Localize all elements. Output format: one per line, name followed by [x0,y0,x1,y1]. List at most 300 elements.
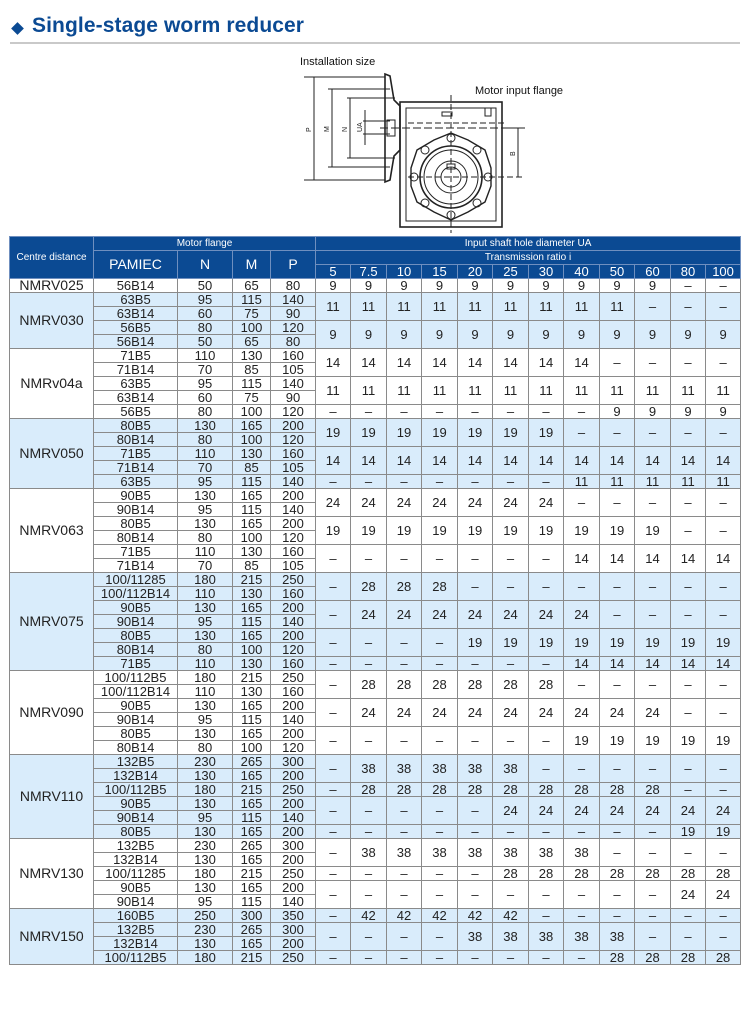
ua-diameter-cell: 9 [671,405,706,419]
n-cell: 180 [178,573,233,587]
ua-diameter-cell: 14 [564,447,600,475]
table-row [10,923,741,937]
ua-diameter-cell: 28 [671,867,706,881]
ua-diameter-cell: 38 [458,839,493,867]
pamiec-cell: 63B5 [94,377,178,391]
ua-diameter-cell: 14 [458,447,493,475]
header-input-shaft: Input shaft hole diameter UA [316,237,741,251]
ua-diameter-cell: 19 [706,629,741,657]
centre-distance-cell: NMRV030 [10,293,94,349]
ua-diameter-cell: 19 [387,419,422,447]
ua-diameter-cell: 14 [493,349,529,377]
m-cell: 100 [233,531,271,545]
header-ratio: 15 [422,265,458,279]
svg-text:B: B [510,151,517,156]
pamiec-cell: 90B5 [94,699,178,713]
ua-diameter-cell: – [564,405,600,419]
header-n: N [178,251,233,279]
ua-diameter-cell: – [529,881,564,909]
table-row [10,909,741,923]
ua-diameter-cell: 9 [635,279,671,293]
table-row [10,517,741,531]
ua-diameter-cell: 9 [422,321,458,349]
ua-diameter-cell: – [458,475,493,489]
ua-diameter-cell: 28 [529,783,564,797]
ua-diameter-cell: 14 [635,657,671,671]
ua-diameter-cell: 24 [351,601,387,629]
ua-diameter-cell: – [564,573,600,601]
ua-diameter-cell: 28 [387,573,422,601]
ua-diameter-cell: – [458,881,493,909]
ua-diameter-cell: 19 [671,727,706,755]
p-cell: 105 [271,461,316,475]
p-cell: 160 [271,657,316,671]
ua-diameter-cell: – [493,951,529,965]
p-cell: 120 [271,405,316,419]
n-cell: 60 [178,307,233,321]
ua-diameter-cell: 19 [387,517,422,545]
ua-diameter-cell: 19 [635,517,671,545]
ua-diameter-cell: 14 [316,349,351,377]
n-cell: 110 [178,349,233,363]
ua-diameter-cell: 19 [493,517,529,545]
m-cell: 85 [233,363,271,377]
ua-diameter-cell: 19 [635,629,671,657]
p-cell: 250 [271,671,316,685]
n-cell: 60 [178,391,233,405]
ua-diameter-cell: – [600,573,635,601]
p-cell: 200 [271,769,316,783]
motor-input-flange-label: Motor input flange [475,85,564,97]
ua-diameter-cell: – [316,909,351,923]
ua-diameter-cell: 19 [458,517,493,545]
table-row [10,783,741,797]
ua-diameter-cell: 11 [635,377,671,405]
ua-diameter-cell: – [316,951,351,965]
ua-diameter-cell: 38 [564,923,600,951]
pamiec-cell: 90B14 [94,895,178,909]
m-cell: 130 [233,685,271,699]
pamiec-cell: 80B14 [94,643,178,657]
ua-diameter-cell: – [316,923,351,951]
ua-diameter-cell: – [422,867,458,881]
table-row [10,699,741,713]
ua-diameter-cell: – [564,419,600,447]
p-cell: 120 [271,321,316,335]
ua-diameter-cell: – [529,755,564,783]
pamiec-cell: 90B5 [94,489,178,503]
ua-diameter-cell: 14 [600,447,635,475]
centre-distance-cell: NMRV150 [10,909,94,965]
ua-diameter-cell: – [316,629,351,657]
table-row [10,727,741,741]
header-ratio: 5 [316,265,351,279]
ua-diameter-cell: – [351,545,387,573]
pamiec-cell: 63B14 [94,391,178,405]
ua-diameter-cell: 38 [351,755,387,783]
ua-diameter-cell: – [564,671,600,699]
ua-diameter-cell: 9 [458,321,493,349]
p-cell: 300 [271,839,316,853]
ua-diameter-cell: 19 [351,517,387,545]
ua-diameter-cell: – [422,475,458,489]
ua-diameter-cell: – [316,867,351,881]
n-cell: 110 [178,447,233,461]
ua-diameter-cell: 11 [316,377,351,405]
m-cell: 215 [233,671,271,685]
pamiec-cell: 132B5 [94,839,178,853]
ua-diameter-cell: 9 [671,321,706,349]
ua-diameter-cell: 9 [529,279,564,293]
m-cell: 130 [233,657,271,671]
ua-diameter-cell: 11 [493,293,529,321]
m-cell: 115 [233,811,271,825]
p-cell: 160 [271,545,316,559]
ua-diameter-cell: 38 [493,755,529,783]
ua-diameter-cell: – [564,909,600,923]
p-cell: 300 [271,755,316,769]
ua-diameter-cell: 19 [493,419,529,447]
ua-diameter-cell: – [600,489,635,517]
ua-diameter-cell: 9 [458,279,493,293]
ua-diameter-cell: 28 [600,951,635,965]
n-cell: 80 [178,405,233,419]
pamiec-cell: 80B14 [94,741,178,755]
n-cell: 130 [178,825,233,839]
ua-diameter-cell: 19 [564,517,600,545]
ua-diameter-cell: 24 [529,797,564,825]
ua-diameter-cell: – [671,671,706,699]
m-cell: 100 [233,741,271,755]
ua-diameter-cell: 28 [600,783,635,797]
ua-diameter-cell: – [671,909,706,923]
ua-diameter-cell: 38 [422,755,458,783]
ua-diameter-cell: – [564,881,600,909]
ua-diameter-cell: – [635,881,671,909]
table-row [10,377,741,391]
ua-diameter-cell: 14 [493,447,529,475]
pamiec-cell: 71B14 [94,559,178,573]
ua-diameter-cell: 24 [493,797,529,825]
ua-diameter-cell: – [316,727,351,755]
ua-diameter-cell: 11 [422,293,458,321]
ua-diameter-cell: – [351,727,387,755]
header-m: M [233,251,271,279]
svg-text:M: M [324,126,331,132]
ua-diameter-cell: – [316,545,351,573]
p-cell: 200 [271,937,316,951]
n-cell: 130 [178,601,233,615]
p-cell: 200 [271,825,316,839]
p-cell: 200 [271,419,316,433]
ua-diameter-cell: – [635,573,671,601]
ua-diameter-cell: 24 [529,699,564,727]
m-cell: 115 [233,713,271,727]
header-ratio: 25 [493,265,529,279]
m-cell: 130 [233,587,271,601]
ua-diameter-cell: 28 [635,867,671,881]
ua-diameter-cell: 14 [351,349,387,377]
pamiec-cell: 132B14 [94,937,178,951]
m-cell: 100 [233,321,271,335]
ua-diameter-cell: 14 [706,545,741,573]
ua-diameter-cell: 24 [422,489,458,517]
header-transmission-ratio: Transmission ratio i [316,251,741,265]
ua-diameter-cell: – [351,797,387,825]
m-cell: 75 [233,307,271,321]
pamiec-cell: 80B5 [94,629,178,643]
p-cell: 120 [271,643,316,657]
ua-diameter-cell: 28 [706,867,741,881]
table-row [10,349,741,363]
diamond-bullet-icon [11,22,24,35]
ua-diameter-cell: – [316,797,351,825]
ua-diameter-cell: 28 [564,783,600,797]
ua-diameter-cell: – [706,601,741,629]
pamiec-cell: 71B5 [94,447,178,461]
ua-diameter-cell: 9 [564,279,600,293]
ua-diameter-cell: – [316,783,351,797]
ua-diameter-cell: – [351,867,387,881]
ua-diameter-cell: – [635,755,671,783]
n-cell: 80 [178,741,233,755]
ua-diameter-cell: – [422,951,458,965]
pamiec-cell: 80B5 [94,517,178,531]
m-cell: 115 [233,895,271,909]
p-cell: 140 [271,615,316,629]
p-cell: 80 [271,335,316,349]
ua-diameter-cell: – [387,405,422,419]
ua-diameter-cell: 14 [351,447,387,475]
n-cell: 80 [178,531,233,545]
header-motor-flange: Motor flange [94,237,316,251]
ua-diameter-cell: 11 [600,475,635,489]
ua-diameter-cell: 14 [671,657,706,671]
header-pamiec: PAMIEC [94,251,178,279]
ua-diameter-cell: 38 [458,755,493,783]
ua-diameter-cell: 11 [458,293,493,321]
ua-diameter-cell: – [351,951,387,965]
centre-distance-cell: NMRv04a [10,349,94,419]
ua-diameter-cell: – [706,517,741,545]
ua-diameter-cell: 24 [387,699,422,727]
ua-diameter-cell: – [635,671,671,699]
ua-diameter-cell: 24 [458,601,493,629]
ua-diameter-cell: 19 [493,629,529,657]
header-ratio: 100 [706,265,741,279]
ua-diameter-cell: 24 [493,601,529,629]
m-cell: 165 [233,489,271,503]
m-cell: 165 [233,727,271,741]
ua-diameter-cell: – [671,601,706,629]
ua-diameter-cell: – [316,825,351,839]
n-cell: 130 [178,853,233,867]
p-cell: 90 [271,391,316,405]
m-cell: 85 [233,461,271,475]
ua-diameter-cell: – [706,489,741,517]
n-cell: 130 [178,419,233,433]
p-cell: 200 [271,517,316,531]
p-cell: 90 [271,307,316,321]
pamiec-cell: 90B5 [94,601,178,615]
n-cell: 180 [178,783,233,797]
ua-diameter-cell: 28 [671,951,706,965]
pamiec-cell: 100/11285 [94,867,178,881]
p-cell: 140 [271,377,316,391]
p-cell: 140 [271,475,316,489]
header-ratio: 10 [387,265,422,279]
n-cell: 70 [178,363,233,377]
ua-diameter-cell: – [387,951,422,965]
pamiec-cell: 90B14 [94,615,178,629]
m-cell: 75 [233,391,271,405]
ua-diameter-cell: – [316,881,351,909]
pamiec-cell: 90B5 [94,881,178,895]
ua-diameter-cell: 38 [493,839,529,867]
ua-diameter-cell: 24 [458,699,493,727]
table-row [10,601,741,615]
ua-diameter-cell: 14 [529,349,564,377]
n-cell: 180 [178,671,233,685]
ua-diameter-cell: 11 [564,475,600,489]
pamiec-cell: 100/112B5 [94,783,178,797]
ua-diameter-cell: 28 [458,671,493,699]
pamiec-cell: 90B14 [94,503,178,517]
ua-diameter-cell: – [387,727,422,755]
n-cell: 180 [178,867,233,881]
ua-diameter-cell: 42 [493,909,529,923]
ua-diameter-cell: 14 [422,447,458,475]
ua-diameter-cell: 28 [600,867,635,881]
m-cell: 130 [233,349,271,363]
ua-diameter-cell: – [493,545,529,573]
ua-diameter-cell: 28 [529,671,564,699]
ua-diameter-cell: 24 [564,797,600,825]
ua-diameter-cell: 9 [316,279,351,293]
ua-diameter-cell: 42 [458,909,493,923]
p-cell: 250 [271,573,316,587]
ua-diameter-cell: – [316,475,351,489]
pamiec-cell: 80B5 [94,727,178,741]
table-row [10,279,741,293]
ua-diameter-cell: – [387,475,422,489]
pamiec-cell: 56B5 [94,405,178,419]
ua-diameter-cell: 38 [422,839,458,867]
ua-diameter-cell: 11 [671,377,706,405]
ua-diameter-cell: 19 [600,727,635,755]
pamiec-cell: 100/112B14 [94,587,178,601]
p-cell: 160 [271,349,316,363]
ua-diameter-cell: – [493,881,529,909]
ua-diameter-cell: – [600,671,635,699]
ua-diameter-cell: 38 [458,923,493,951]
m-cell: 85 [233,559,271,573]
table-row [10,419,741,433]
ua-diameter-cell: 24 [387,601,422,629]
pamiec-cell: 132B14 [94,853,178,867]
m-cell: 165 [233,797,271,811]
installation-size-label: Installation size [300,56,376,68]
p-cell: 200 [271,629,316,643]
pamiec-cell: 71B5 [94,545,178,559]
p-cell: 160 [271,447,316,461]
p-cell: 200 [271,727,316,741]
ua-diameter-cell: – [458,573,493,601]
ua-diameter-cell: 28 [387,783,422,797]
table-row [10,573,741,587]
ua-diameter-cell: – [635,601,671,629]
n-cell: 130 [178,797,233,811]
ua-diameter-cell: 19 [529,629,564,657]
ua-diameter-cell: – [671,419,706,447]
ua-diameter-cell: – [422,545,458,573]
ua-diameter-cell: – [387,629,422,657]
m-cell: 65 [233,279,271,293]
ua-diameter-cell: 28 [351,783,387,797]
n-cell: 95 [178,503,233,517]
header-ratio: 30 [529,265,564,279]
ua-diameter-cell: 14 [706,657,741,671]
ua-diameter-cell: – [564,825,600,839]
table-row [10,671,741,685]
ua-diameter-cell: – [422,881,458,909]
ua-diameter-cell: – [635,909,671,923]
ua-diameter-cell: – [529,573,564,601]
pamiec-cell: 100/112B5 [94,951,178,965]
section-header [10,10,740,44]
p-cell: 200 [271,797,316,811]
pamiec-cell: 71B5 [94,657,178,671]
n-cell: 110 [178,545,233,559]
p-cell: 140 [271,503,316,517]
m-cell: 165 [233,881,271,895]
ua-diameter-cell: 38 [529,923,564,951]
ua-diameter-cell: 24 [671,797,706,825]
ua-diameter-cell: – [529,545,564,573]
ua-diameter-cell: 11 [493,377,529,405]
pamiec-cell: 132B5 [94,755,178,769]
ua-diameter-cell: 24 [564,601,600,629]
ua-diameter-cell: 24 [600,797,635,825]
n-cell: 50 [178,279,233,293]
ua-diameter-cell: – [706,419,741,447]
ua-diameter-cell: 14 [600,545,635,573]
pamiec-cell: 71B14 [94,461,178,475]
ua-diameter-cell: – [351,405,387,419]
table-row [10,475,741,489]
ua-diameter-cell: – [706,279,741,293]
m-cell: 215 [233,783,271,797]
ua-diameter-cell: – [671,489,706,517]
m-cell: 265 [233,755,271,769]
ua-diameter-cell: 19 [671,825,706,839]
ua-diameter-cell: – [422,727,458,755]
m-cell: 165 [233,853,271,867]
n-cell: 230 [178,923,233,937]
ua-diameter-cell: – [671,573,706,601]
ua-diameter-cell: – [706,573,741,601]
p-cell: 350 [271,909,316,923]
ua-diameter-cell: 9 [706,321,741,349]
pamiec-cell: 100/112B5 [94,671,178,685]
m-cell: 165 [233,419,271,433]
ua-diameter-cell: 28 [706,951,741,965]
ua-diameter-cell: 14 [564,349,600,377]
ua-diameter-cell: – [564,951,600,965]
ua-diameter-cell: – [422,923,458,951]
m-cell: 100 [233,405,271,419]
ua-diameter-cell: – [351,629,387,657]
